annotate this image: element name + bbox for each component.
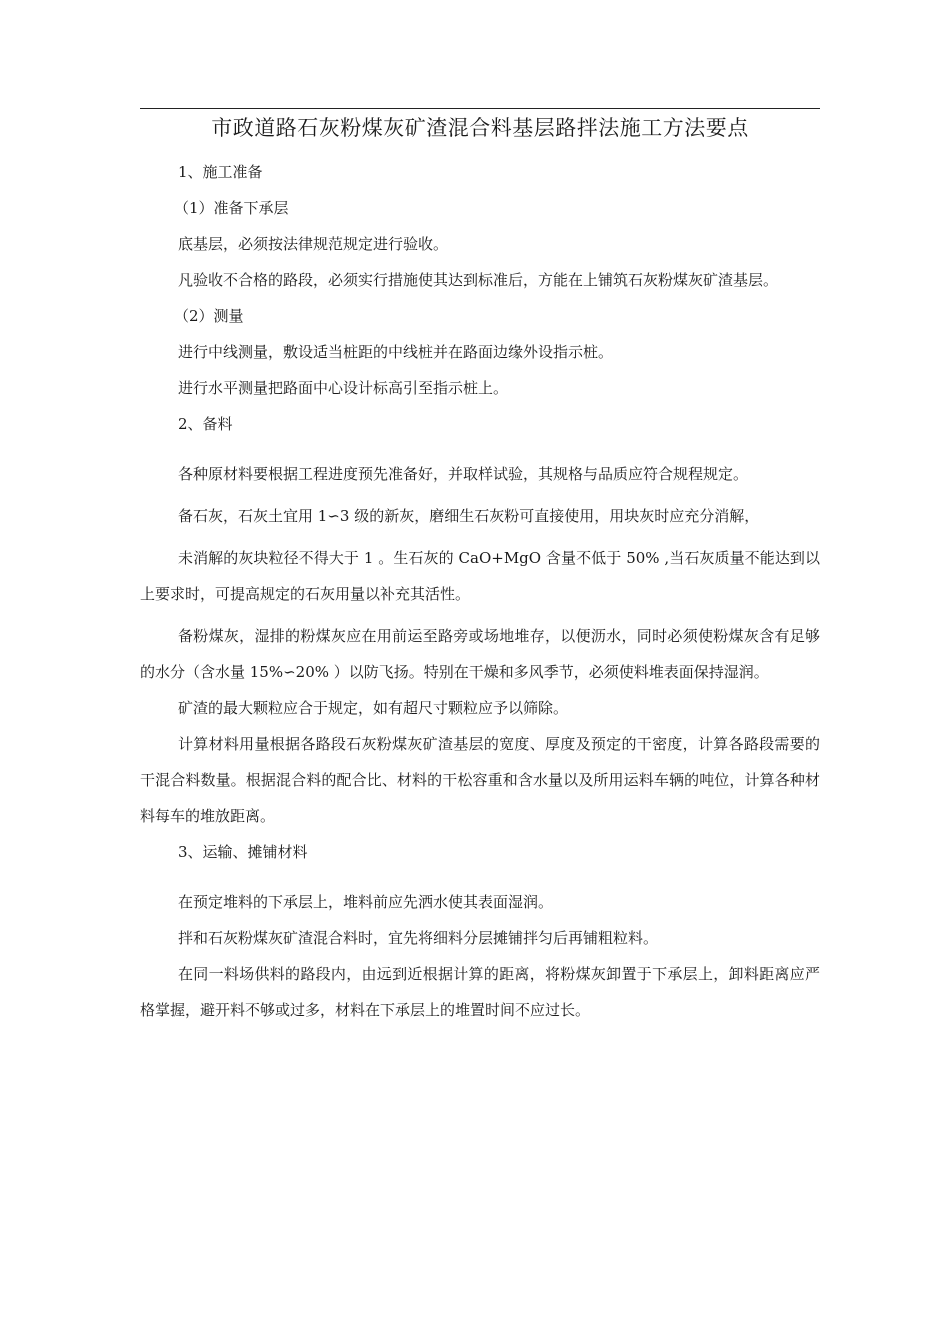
paragraph: 各种原材料要根据工程进度预先准备好，并取样试验，其规格与品质应符合规程规定。 (178, 465, 749, 483)
document-title: 市政道路石灰粉煤灰矿渣混合料基层路拌法施工方法要点 (211, 116, 749, 140)
paragraph: 底基层，必须按法律规范规定进行验收。 (178, 235, 449, 253)
paragraph: 进行中线测量，敷设适当桩距的中线桩并在路面边缘外设指示桩。 (178, 343, 614, 361)
section-heading: 1、施工准备 (178, 163, 263, 181)
paragraph: 在同一料场供料的路段内，由远到近根据计算的距离，将粉煤灰卸置于下承层上，卸料距离应严格掌握，避开料不够或过多，材料在下承层上的堆置时间不应过长。 (140, 965, 820, 1019)
paragraph: 凡验收不合格的路段，必须实行措施使其达到标准后，方能在上铺筑石灰粉煤灰矿渣基层。 (178, 271, 779, 289)
paragraph: 拌和石灰粉煤灰矿渣混合料时，宜先将细料分层摊铺拌匀后再铺粗粒料。 (178, 929, 659, 947)
paragraph: 矿渣的最大颗粒应合于规定，如有超尺寸颗粒应予以筛除。 (178, 699, 569, 717)
section-heading: 2、备料 (178, 415, 233, 433)
paragraph: 备粉煤灰，湿排的粉煤灰应在用前运至路旁或场地堆存，以便沥水，同时必须使粉煤灰含有足够的水分（含水量 15%∽20% ）以防飞扬。特别在干燥和多风季节，必须使料堆表面保持湿润。 (140, 627, 820, 681)
document-body (140, 154, 820, 1028)
paragraph: 进行水平测量把路面中心设计标高引至指示桩上。 (178, 379, 509, 397)
paragraph: 未消解的灰块粒径不得大于 1 。生石灰的 CaO+MgO 含量不低于 50% ,当石灰质量不能达到以上要求时，可提高规定的石灰用量以补充其活性。 (140, 549, 820, 603)
paragraph: 在预定堆料的下承层上，堆料前应先洒水使其表面湿润。 (178, 893, 554, 911)
subsection-heading: （2）测量 (174, 307, 244, 325)
paragraph: 备石灰，石灰土宜用 1∽3 级的新灰，磨细生石灰粉可直接使用，用块灰时应充分消解， (178, 507, 760, 525)
section-heading: 3、运输、摊铺材料 (178, 843, 308, 861)
paragraph: 计算材料用量根据各路段石灰粉煤灰矿渣基层的宽度、厚度及预定的干密度，计算各路段需要的干混合料数量。根据混合料的配合比、材料的干松容重和含水量以及所用运料车辆的吨位，计算各种材料每车的堆放距离。 (140, 735, 820, 825)
header-rule (140, 108, 820, 109)
subsection-heading: （1）准备下承层 (174, 199, 289, 217)
